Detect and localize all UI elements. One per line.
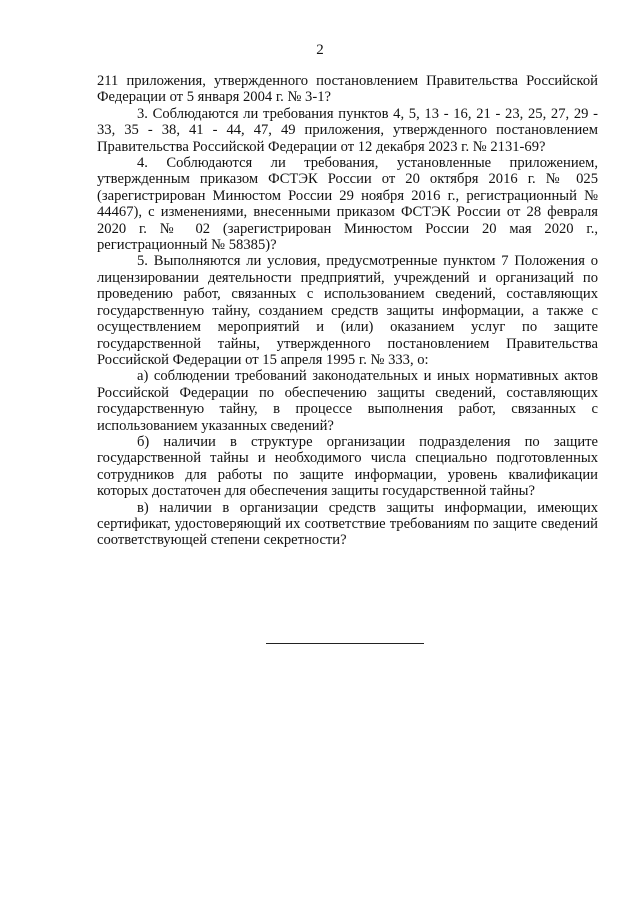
page-number: 2 [316,42,324,58]
paragraph-item-4: 4. Соблюдаются ли требования, установленные приложением, утвержденным приказом ФСТЭК России от 20 октября 2016 г. № 025 (зарегистрирован Минюстом России 29 ноября 2016 г., регистрационный № 44467), с изменениями, внесенными приказом ФСТЭК России от 28 февраля 2020 г. № 02 (зарегистрирован Минюстом России 20 мая 2020 г., регистрационный № 58385)? [97,155,598,254]
paragraph-subitem-a: а) соблюдении требований законодательных и иных нормативных актов Российской Федерации по обеспечению защиты сведений, составляющих государственную тайну, в процессе выполнения работ, связанных с использованием указанных сведений? [97,368,598,434]
paragraph-subitem-b: б) наличии в структуре организации подразделения по защите государственной тайны и необходимого числа специально подготовленных сотрудников для работы по защите информации, уровень квалификации которых достаточен для обеспечения защиты государственной тайны? [97,433,598,500]
paragraph-continuation: 211 приложения, утвержденного постановлением Правительства Российской Федерации от 5 января 2004 г. № 3-1? [97,73,598,106]
paragraph-item-5: 5. Выполняются ли условия, предусмотренные пунктом 7 Положения о лицензировании деятельности предприятий, учреждений и организаций по проведению работ, связанных с использованием сведений, составляющих государственную тайну, созданием средств защиты информации, а также с осуществлением мероприятий и (или) оказанием услуг по защите государственной тайны, утвержденного постановлением Правительства Российской Федерации от 15 апреля 1995 г. № 333, о: [97,253,598,368]
paragraph-subitem-v: в) наличии в организации средств защиты информации, имеющих сертификат, удостоверяющий их соответствие требованиям по защите сведений соответствующей степени секретности? [97,499,598,549]
document-body [97,73,598,549]
end-separator-line [266,643,424,644]
paragraph-item-3: 3. Соблюдаются ли требования пунктов 4, 5, 13 - 16, 21 - 23, 25, 27, 29 - 33, 35 - 38, 41 - 44, 47, 49 приложения, утвержденного постановлением Правительства Российской Федерации от 12 декабря 2023 г. № 2131-69? [97,105,598,155]
